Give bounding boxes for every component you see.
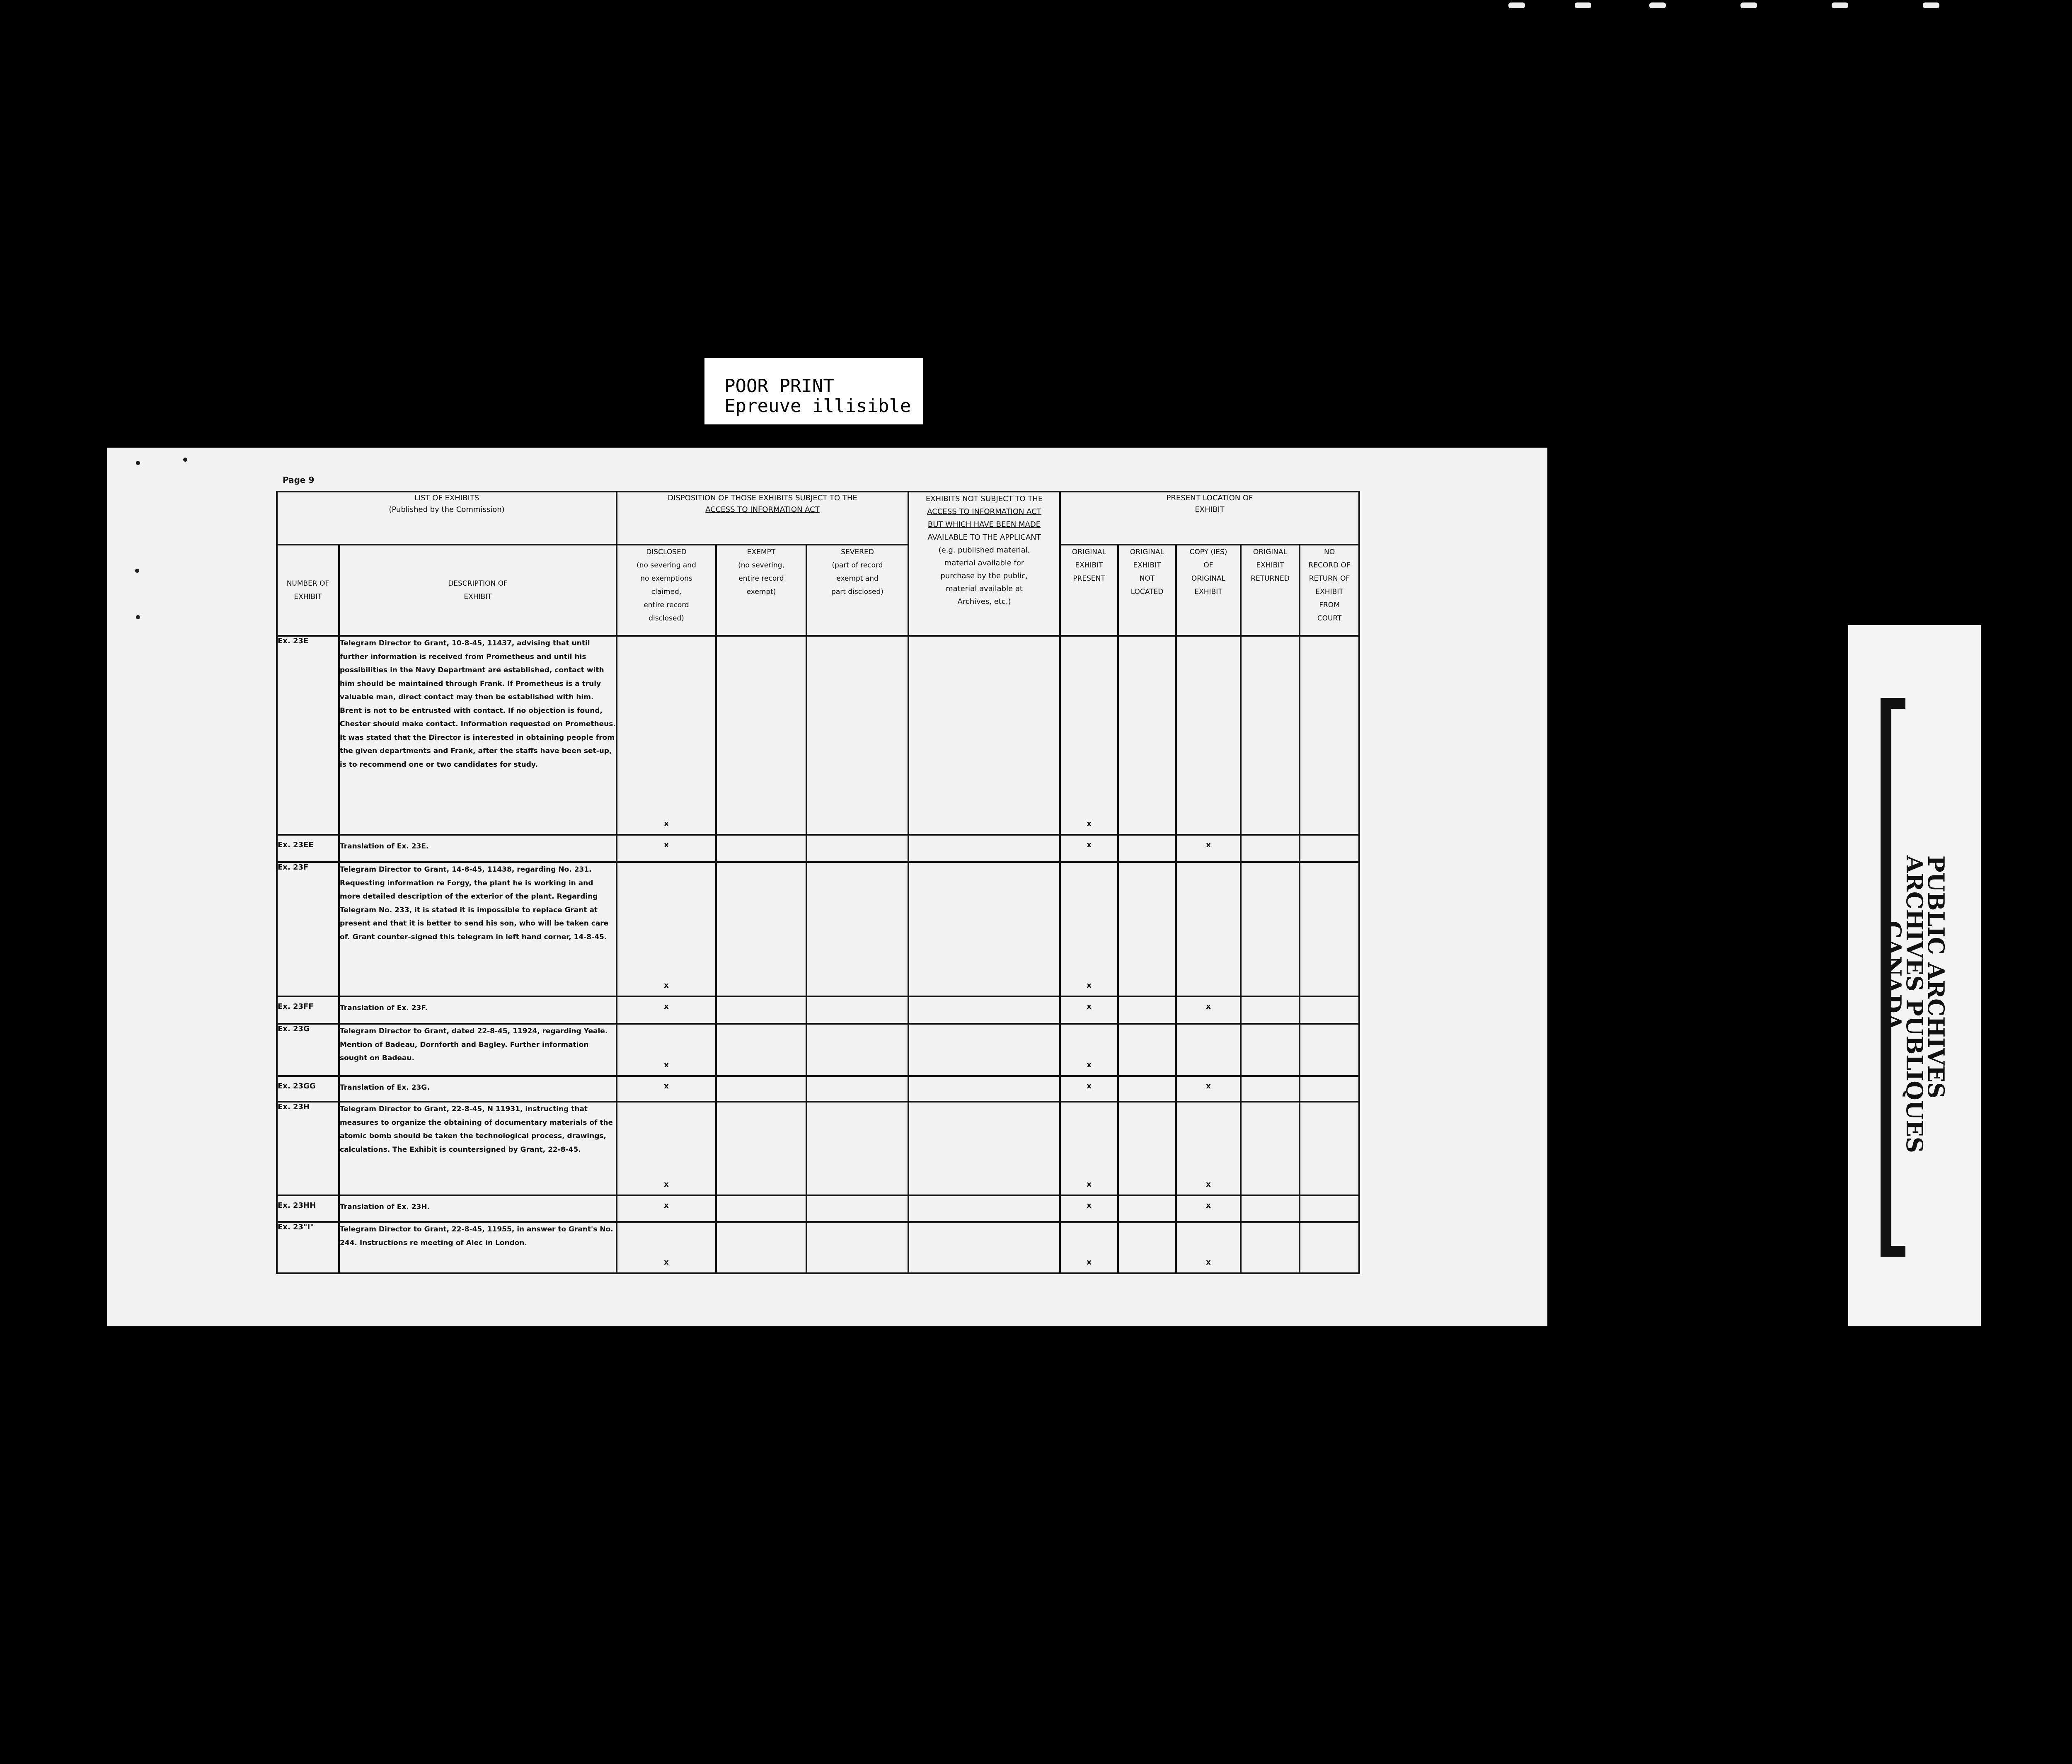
header-line: EXEMPT: [747, 548, 776, 556]
returned-cell: [1241, 1195, 1300, 1222]
not-subject-cell: [908, 636, 1060, 835]
not-subject-cell: [908, 862, 1060, 996]
header-line: OF: [1203, 561, 1213, 569]
header-line: EXHIBIT: [464, 593, 492, 601]
not-located-cell: [1118, 835, 1176, 862]
not-located-cell: [1118, 1222, 1176, 1273]
disclosed-cell: [617, 636, 716, 835]
header-line: no exemptions: [640, 574, 692, 583]
poor-print-stamp: [704, 358, 923, 424]
header-line: (no severing,: [738, 561, 784, 569]
copy-cell: [1176, 1222, 1241, 1273]
speck-mark: [136, 615, 140, 619]
disclosed-cell: [617, 996, 716, 1024]
copy-mark: x: [1206, 1180, 1211, 1189]
poor-print-line2: Epreuve illisible: [724, 395, 911, 417]
exempt-cell: [716, 862, 806, 996]
severed-cell: [806, 1195, 908, 1222]
number-of-exhibit-header: [277, 545, 339, 636]
disclosed-cell: [617, 1024, 716, 1076]
disposition-title: DISPOSITION OF THOSE EXHIBITS SUBJECT TO THE: [668, 494, 857, 502]
archives-line1: PUBLIC ARCHIVES: [1923, 855, 1949, 1099]
header-line: ORIGINAL: [1191, 574, 1226, 583]
film-edge-marks: [1492, 0, 2072, 12]
original-present-mark: x: [1087, 841, 1092, 849]
not-located-cell: [1118, 1076, 1176, 1102]
exhibit-number: Ex. 23G: [277, 1024, 339, 1076]
not-subject-line: AVAILABLE TO THE APPLICANT: [927, 533, 1041, 542]
header-line: (part of record: [832, 561, 883, 569]
not-located-cell: [1118, 1102, 1176, 1195]
original-present-cell: [1060, 636, 1118, 835]
header-line: exempt): [746, 588, 776, 596]
exhibit-description: Translation of Ex. 23G.: [339, 1076, 617, 1102]
present-location-title: PRESENT LOCATION OF: [1166, 494, 1253, 502]
not-subject-line: material available for: [944, 559, 1024, 567]
copy-mark: x: [1206, 1201, 1211, 1210]
header-line: PRESENT: [1073, 574, 1105, 583]
header-line: (no severing and: [637, 561, 696, 569]
header-line: claimed,: [651, 588, 682, 596]
not-subject-line: ACCESS TO INFORMATION ACT: [927, 507, 1041, 516]
disclosed-mark: x: [664, 819, 669, 828]
table-row: [277, 1222, 1359, 1273]
not-subject-line: material available at: [946, 584, 1023, 593]
severed-cell: [806, 1076, 908, 1102]
exhibit-description: Translation of Ex. 23H.: [339, 1195, 617, 1222]
exhibit-number: Ex. 23HH: [277, 1195, 339, 1222]
public-archives-text: [1880, 855, 1949, 1153]
disclosed-mark: x: [664, 981, 669, 990]
not-subject-cell: [908, 1222, 1060, 1273]
original-present-cell: [1060, 1102, 1118, 1195]
disclosed-mark: x: [664, 1180, 669, 1189]
copy-cell: [1176, 1076, 1241, 1102]
exhibit-number: Ex. 23H: [277, 1102, 339, 1195]
list-of-exhibits-title: LIST OF EXHIBITS: [414, 494, 479, 502]
exhibit-number: Ex. 23FF: [277, 996, 339, 1024]
table-row: [277, 1195, 1359, 1222]
not-subject-line: Archives, etc.): [957, 597, 1011, 606]
disclosed-cell: [617, 1102, 716, 1195]
exempt-cell: [716, 1222, 806, 1273]
not-subject-cell: [908, 1024, 1060, 1076]
header-line: EXHIBIT: [1194, 588, 1222, 596]
exhibit-number: Ex. 23E: [277, 636, 339, 835]
exempt-cell: [716, 835, 806, 862]
speck-mark: [135, 569, 139, 573]
severed-cell: [806, 835, 908, 862]
not-subject-cell: [908, 1076, 1060, 1102]
header-line: DISCLOSED: [646, 548, 687, 556]
exhibit-description: Telegram Director to Grant, 10-8-45, 11437, advising that until further information is received from Prometheus and until his possibilities in the Navy Department are established, contact with him should be maintained through Frank. If Prometheus is a truly valuable man, direct contact may then be established with him. Brent is not to be entrusted with contact. If no objection is found, Chester should make contact. Information requested on Prometheus. It was stated that the Director is interested in obtaining people from the given departments and Frank, after the staffs have been set-up, is to recommend one or two candidates for study.: [339, 636, 617, 835]
original-present-cell: [1060, 1024, 1118, 1076]
not-subject-line: (e.g. published material,: [938, 546, 1030, 555]
original-not-located-header: [1118, 545, 1176, 636]
exempt-cell: [716, 996, 806, 1024]
original-present-mark: x: [1087, 1002, 1092, 1011]
table-row: [277, 835, 1359, 862]
exhibit-number: Ex. 23GG: [277, 1076, 339, 1102]
original-present-mark: x: [1087, 1258, 1092, 1267]
no-record-cell: [1300, 1102, 1359, 1195]
exhibit-description: Telegram Director to Grant, dated 22-8-45, 11924, regarding Yeale. Mention of Badeau, Dornforth and Bagley. Further information sought on Badeau.: [339, 1024, 617, 1076]
speck-mark: [136, 461, 140, 465]
header-line: entire record: [644, 601, 689, 609]
original-present-cell: [1060, 1076, 1118, 1102]
header-line: RETURN OF: [1309, 574, 1350, 583]
copy-cell: [1176, 996, 1241, 1024]
severed-cell: [806, 996, 908, 1024]
exempt-cell: [716, 1076, 806, 1102]
original-returned-header: [1241, 545, 1300, 636]
header-line: EXHIBIT: [1256, 561, 1284, 569]
header-line: DESCRIPTION OF: [448, 579, 508, 588]
no-record-cell: [1300, 1076, 1359, 1102]
not-subject-header: [908, 492, 1060, 636]
severed-cell: [806, 1102, 908, 1195]
copy-cell: [1176, 1195, 1241, 1222]
no-record-cell: [1300, 1195, 1359, 1222]
exempt-cell: [716, 1102, 806, 1195]
no-record-cell: [1300, 636, 1359, 835]
not-subject-line: BUT WHICH HAVE BEEN MADE: [927, 520, 1041, 529]
copy-mark: x: [1206, 1258, 1211, 1267]
returned-cell: [1241, 835, 1300, 862]
exhibit-description: Translation of Ex. 23F.: [339, 996, 617, 1024]
speck-mark: [183, 458, 187, 462]
copy-mark: x: [1206, 1082, 1211, 1090]
not-subject-cell: [908, 1102, 1060, 1195]
header-line: SEVERED: [841, 548, 874, 556]
exhibit-description: Telegram Director to Grant, 22-8-45, 11955, in answer to Grant's No. 244. Instructions re meeting of Alec in London.: [339, 1222, 617, 1273]
exhibit-description: Telegram Director to Grant, 22-8-45, N 11931, instructing that measures to organize the obtaining of documentary materials of the atomic bomb should be taken the technological process, drawings, calculations. The Exhibit is countersigned by Grant, 22-8-45.: [339, 1102, 617, 1195]
disclosed-cell: [617, 862, 716, 996]
header-line: exempt and: [836, 574, 879, 583]
header-line: NO: [1324, 548, 1335, 556]
description-header: [339, 545, 617, 636]
published-by-note: (Published by the Commission): [389, 505, 505, 514]
disclosed-cell: [617, 835, 716, 862]
severed-cell: [806, 1024, 908, 1076]
disclosed-mark: x: [664, 1258, 669, 1267]
disclosed-cell: [617, 1076, 716, 1102]
disclosed-mark: x: [664, 1061, 669, 1069]
copies-header: [1176, 545, 1241, 636]
not-subject-cell: [908, 835, 1060, 862]
original-present-cell: [1060, 996, 1118, 1024]
header-line: entire record: [738, 574, 784, 583]
header-line: ORIGINAL: [1253, 548, 1288, 556]
public-archives-card: [1848, 625, 1981, 1326]
table-row: [277, 1102, 1359, 1195]
returned-cell: [1241, 862, 1300, 996]
header-line: part disclosed): [831, 588, 884, 596]
disposition-act: ACCESS TO INFORMATION ACT: [705, 505, 820, 514]
copy-cell: [1176, 862, 1241, 996]
header-line: ORIGINAL: [1072, 548, 1106, 556]
copy-cell: [1176, 1102, 1241, 1195]
header-line: EXHIBIT: [1133, 561, 1161, 569]
disclosed-header: [617, 545, 716, 636]
poor-print-line1: POOR PRINT: [724, 376, 834, 397]
header-line: EXHIBIT: [1075, 561, 1103, 569]
original-present-cell: [1060, 1195, 1118, 1222]
original-present-mark: x: [1087, 1201, 1092, 1210]
disclosed-mark: x: [664, 841, 669, 849]
list-of-exhibits-header: [277, 492, 617, 545]
original-present-cell: [1060, 835, 1118, 862]
exhibit-description: Telegram Director to Grant, 14-8-45, 11438, regarding No. 231. Requesting information re Forgy, the plant he is working in and more detailed description of the exterior of the plant. Regarding Telegram No. 233, it is stated it is impossible to replace Grant at present and that it is better to send his son, who will be taken care of. Grant counter-signed this telegram in left hand corner, 14-8-45.: [339, 862, 617, 996]
archives-line3: CANADA: [1880, 921, 1906, 1031]
no-record-cell: [1300, 835, 1359, 862]
original-present-mark: x: [1087, 981, 1092, 990]
original-present-mark: x: [1087, 1180, 1092, 1189]
header-line: RETURNED: [1251, 574, 1290, 583]
header-line: disclosed): [649, 614, 684, 623]
table-row: [277, 1076, 1359, 1102]
exhibit-number: Ex. 23F: [277, 862, 339, 996]
header-line: COPY (IES): [1189, 548, 1227, 556]
original-present-cell: [1060, 862, 1118, 996]
not-subject-cell: [908, 1195, 1060, 1222]
header-line: EXHIBIT: [1315, 588, 1343, 596]
original-present-mark: x: [1087, 1082, 1092, 1090]
no-record-cell: [1300, 1024, 1359, 1076]
table-row: [277, 1024, 1359, 1076]
disclosed-mark: x: [664, 1082, 669, 1090]
header-line: NOT: [1139, 574, 1155, 583]
copy-mark: x: [1206, 1002, 1211, 1011]
header-line: FROM: [1319, 601, 1340, 609]
header-line: LOCATED: [1130, 588, 1164, 596]
no-record-cell: [1300, 996, 1359, 1024]
returned-cell: [1241, 1102, 1300, 1195]
not-located-cell: [1118, 996, 1176, 1024]
not-located-cell: [1118, 862, 1176, 996]
present-location-header: [1060, 492, 1359, 545]
header-line: EXHIBIT: [294, 593, 322, 601]
original-present-cell: [1060, 1222, 1118, 1273]
no-record-cell: [1300, 862, 1359, 996]
returned-cell: [1241, 996, 1300, 1024]
exempt-cell: [716, 1195, 806, 1222]
copy-cell: [1176, 835, 1241, 862]
not-located-cell: [1118, 1195, 1176, 1222]
disclosed-mark: x: [664, 1002, 669, 1011]
returned-cell: [1241, 636, 1300, 835]
severed-header: [806, 545, 908, 636]
original-present-header: [1060, 545, 1118, 636]
exempt-cell: [716, 636, 806, 835]
copy-cell: [1176, 636, 1241, 835]
returned-cell: [1241, 1024, 1300, 1076]
returned-cell: [1241, 1076, 1300, 1102]
present-location-title-2: EXHIBIT: [1195, 505, 1225, 514]
not-subject-cell: [908, 996, 1060, 1024]
exhibit-number: Ex. 23"I": [277, 1222, 339, 1273]
exhibit-number: Ex. 23EE: [277, 835, 339, 862]
severed-cell: [806, 636, 908, 835]
not-located-cell: [1118, 1024, 1176, 1076]
returned-cell: [1241, 1222, 1300, 1273]
original-present-mark: x: [1087, 819, 1092, 828]
header-line: RECORD OF: [1308, 561, 1351, 569]
disclosed-cell: [617, 1222, 716, 1273]
header-line: COURT: [1317, 614, 1342, 623]
table-row: [277, 636, 1359, 835]
disclosed-mark: x: [664, 1201, 669, 1210]
exempt-cell: [716, 1024, 806, 1076]
not-subject-line: purchase by the public,: [940, 572, 1028, 580]
disclosed-cell: [617, 1195, 716, 1222]
no-record-header: [1300, 545, 1359, 636]
archives-line2: ARCHIVES PUBLIQUES: [1901, 855, 1928, 1153]
exempt-header: [716, 545, 806, 636]
copy-mark: x: [1206, 841, 1211, 849]
not-located-cell: [1118, 636, 1176, 835]
table-row: [277, 862, 1359, 996]
severed-cell: [806, 1222, 908, 1273]
table-row: [277, 996, 1359, 1024]
header-line: NUMBER OF: [286, 579, 329, 588]
severed-cell: [806, 862, 908, 996]
page-number: Page 9: [283, 475, 315, 485]
no-record-cell: [1300, 1222, 1359, 1273]
copy-cell: [1176, 1024, 1241, 1076]
exhibit-description: Translation of Ex. 23E.: [339, 835, 617, 862]
original-present-mark: x: [1087, 1061, 1092, 1069]
disposition-header: [617, 492, 908, 545]
exhibits-table: [276, 491, 1360, 1274]
not-subject-line: EXHIBITS NOT SUBJECT TO THE: [925, 494, 1043, 503]
header-line: ORIGINAL: [1130, 548, 1164, 556]
document-sheet: [107, 448, 1547, 1326]
